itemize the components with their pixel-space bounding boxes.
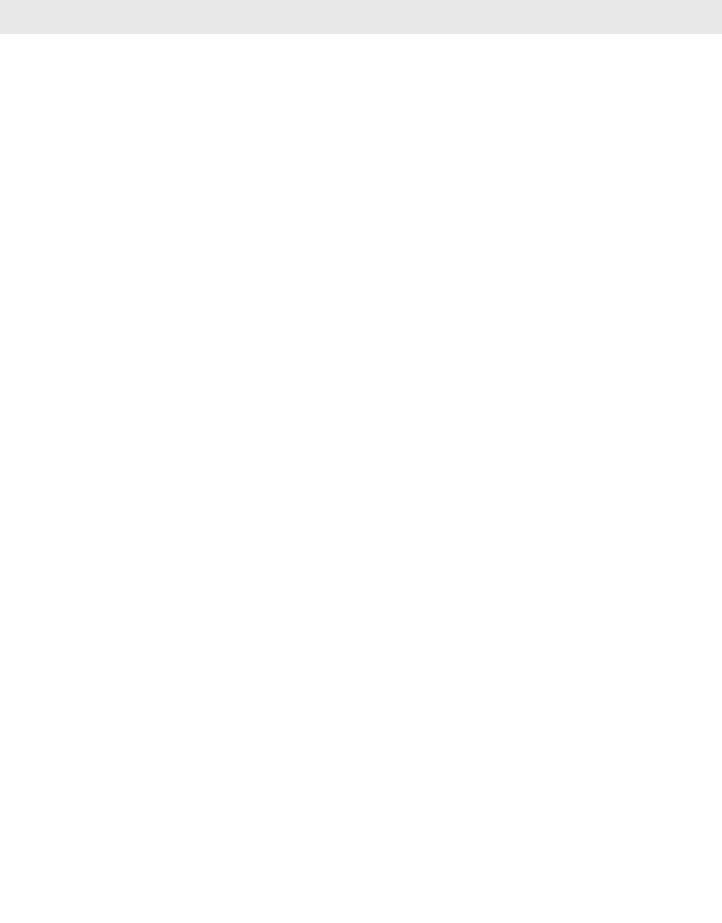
page-header (0, 0, 722, 34)
legend (33, 898, 113, 910)
